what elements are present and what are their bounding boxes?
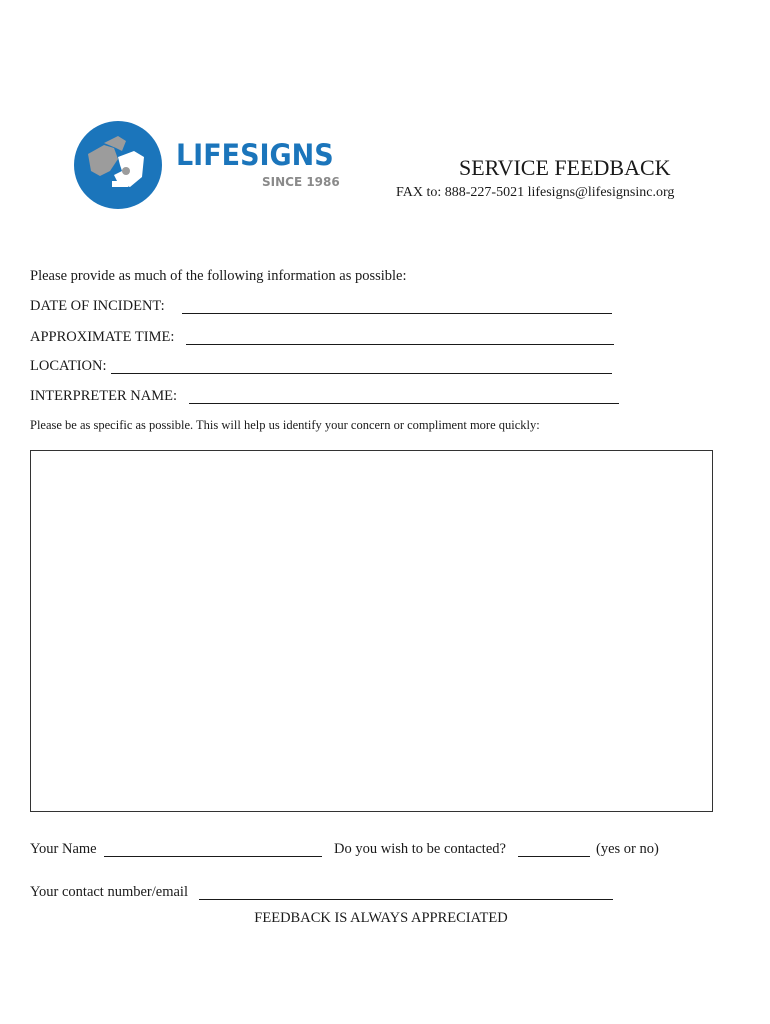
feedback-textarea[interactable]	[30, 450, 713, 812]
specific-instruction: Please be as specific as possible. This will help us identify your concern or compliment more quickly:	[30, 418, 540, 432]
date-field[interactable]	[182, 313, 612, 314]
location-field[interactable]	[111, 373, 612, 374]
page-title: SERVICE FEEDBACK	[459, 155, 671, 180]
logo-tagline: SINCE 1986	[262, 175, 340, 189]
contact-yes-no-field[interactable]	[518, 856, 590, 857]
location-label: LOCATION:	[30, 358, 107, 374]
date-label: DATE OF INCIDENT:	[30, 298, 165, 314]
logo-emblem	[74, 121, 162, 209]
yes-no-hint: (yes or no)	[596, 841, 659, 857]
logo-wordmark: LIFESIGNS	[176, 138, 334, 172]
footer-message: FEEDBACK IS ALWAYS APPRECIATED	[254, 910, 508, 926]
name-field[interactable]	[104, 856, 322, 857]
fax-contact: FAX to: 888-227-5021 lifesigns@lifesignsinc.org	[396, 185, 675, 200]
interpreter-label: INTERPRETER NAME:	[30, 388, 178, 404]
time-field[interactable]	[186, 344, 614, 345]
interpreter-field[interactable]	[189, 403, 619, 404]
name-label: Your Name	[30, 841, 97, 857]
signing-hands-icon	[74, 121, 162, 209]
form-intro: Please provide as much of the following information as possible:	[30, 268, 407, 284]
contact-info-label: Your contact number/email	[30, 884, 188, 900]
contact-info-field[interactable]	[199, 899, 613, 900]
contact-question: Do you wish to be contacted?	[334, 841, 506, 857]
time-label: APPROXIMATE TIME:	[30, 329, 175, 345]
